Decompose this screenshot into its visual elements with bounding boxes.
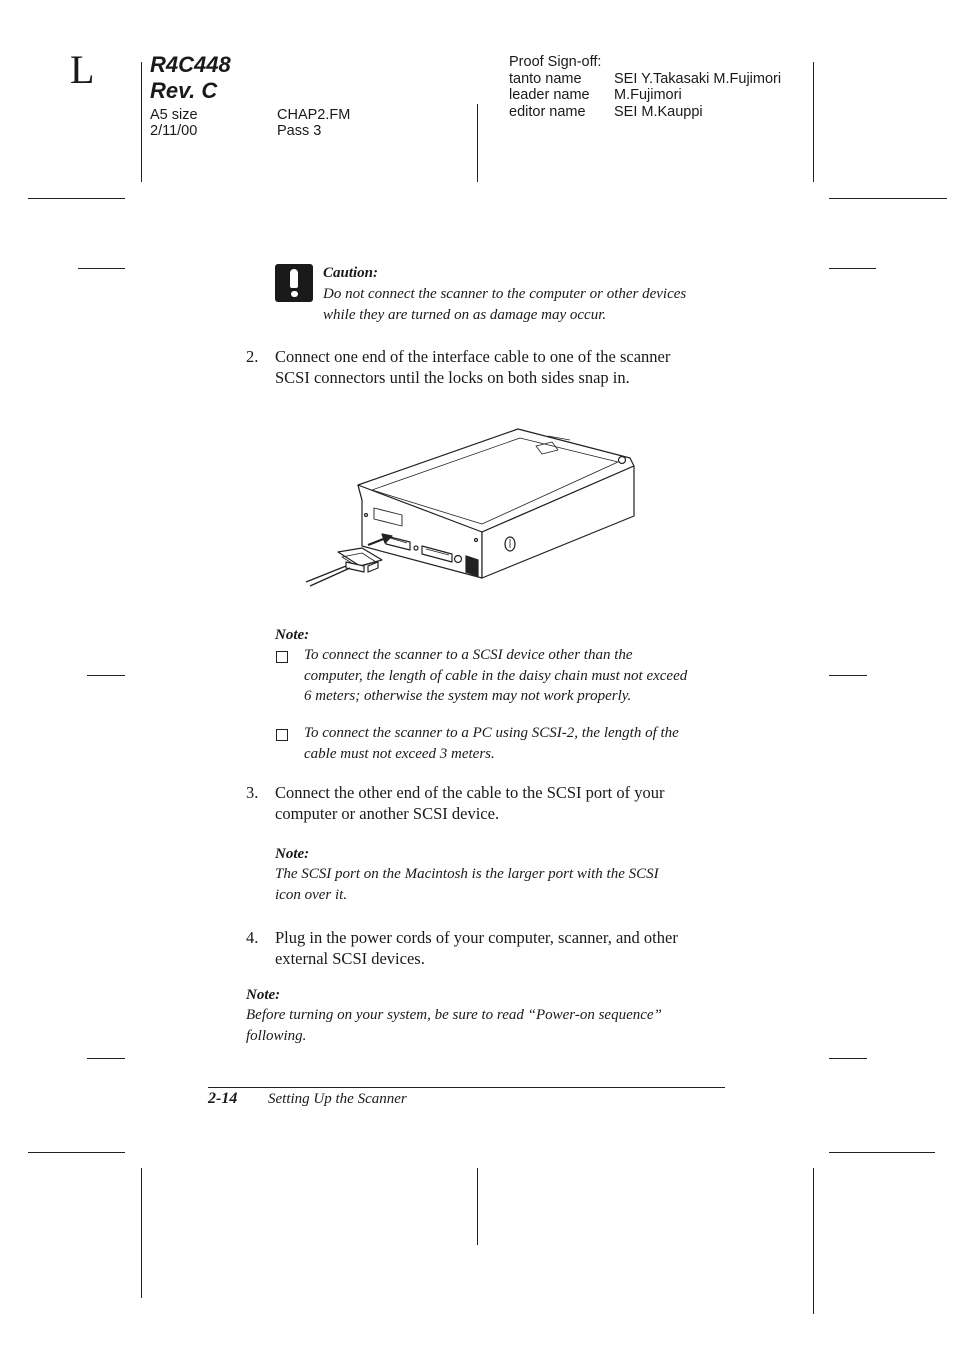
crop-mark xyxy=(78,268,125,269)
proof-label: leader name xyxy=(509,87,590,103)
proof-signoff-title: Proof Sign-off: xyxy=(509,54,602,70)
crop-mark xyxy=(829,268,876,269)
caution-text: Do not connect the scanner to the computer or other devices while they are turned on as damage may occur. xyxy=(323,286,687,323)
crop-mark xyxy=(28,1152,125,1153)
crop-mark xyxy=(813,1168,814,1314)
crop-mark xyxy=(829,1152,935,1153)
crop-mark xyxy=(87,1058,125,1059)
note-text: Before turning on your system, be sure to read “Power-on sequence” following. xyxy=(246,1007,662,1044)
corner-letter: L xyxy=(70,47,95,92)
step-number: 4. xyxy=(246,928,259,947)
bullet-box-icon xyxy=(276,651,288,663)
crop-mark xyxy=(829,675,867,676)
scanner-scsi-cable-illustration xyxy=(300,420,645,592)
file-name: CHAP2.FM xyxy=(277,107,351,123)
note-bullet-text: To connect the scanner to a SCSI device other than the computer, the length of cable in the daisy chain must not exceed 6 meters; otherwise the system may not work properly. xyxy=(304,647,688,704)
note-title: Note: xyxy=(275,846,310,862)
crop-mark xyxy=(141,1168,142,1298)
step-number: 2. xyxy=(246,347,259,366)
step-text: Connect the other end of the cable to the SCSI port of your computer or another SCSI device. xyxy=(275,783,665,823)
step-text: Plug in the power cords of your computer, scanner, and other external SCSI devices. xyxy=(275,928,678,968)
crop-mark xyxy=(813,62,814,182)
proof-value: SEI M.Kauppi xyxy=(614,104,703,120)
document-code xyxy=(150,52,231,104)
section-title: Setting Up the Scanner xyxy=(268,1091,407,1107)
note-text: The SCSI port on the Macintosh is the larger port with the SCSI icon over it. xyxy=(275,866,659,903)
print-date: 2/11/00 xyxy=(150,123,198,139)
note-bullet-text: To connect the scanner to a PC using SCSI-2, the length of the cable must not exceed 3 meters. xyxy=(304,725,679,762)
proof-value: M.Fujimori xyxy=(614,87,682,103)
note-title: Note: xyxy=(275,627,310,643)
bullet-box-icon xyxy=(276,729,288,741)
step-text: Connect one end of the interface cable to one of the scanner SCSI connectors until the locks on both sides snap in. xyxy=(275,347,671,387)
revision: Rev. C xyxy=(150,78,218,103)
note-title: Note: xyxy=(246,987,281,1003)
crop-mark xyxy=(829,1058,867,1059)
caution-exclamation-icon xyxy=(275,264,313,302)
proof-value: SEI Y.Takasaki M.Fujimori xyxy=(614,71,782,87)
proof-label: editor name xyxy=(509,104,586,120)
caution-title: Caution: xyxy=(323,265,379,281)
footer-rule xyxy=(208,1087,725,1088)
crop-mark xyxy=(829,198,947,199)
step-number: 3. xyxy=(246,783,259,802)
model-number: R4C448 xyxy=(150,52,231,77)
crop-mark xyxy=(477,1168,478,1245)
crop-mark xyxy=(87,675,125,676)
crop-mark xyxy=(477,104,478,182)
pass-number: Pass 3 xyxy=(277,123,322,139)
crop-mark xyxy=(28,198,125,199)
proof-label: tanto name xyxy=(509,71,582,87)
page-number: 2-14 xyxy=(208,1090,238,1107)
crop-mark xyxy=(141,62,142,182)
paper-size: A5 size xyxy=(150,107,198,123)
